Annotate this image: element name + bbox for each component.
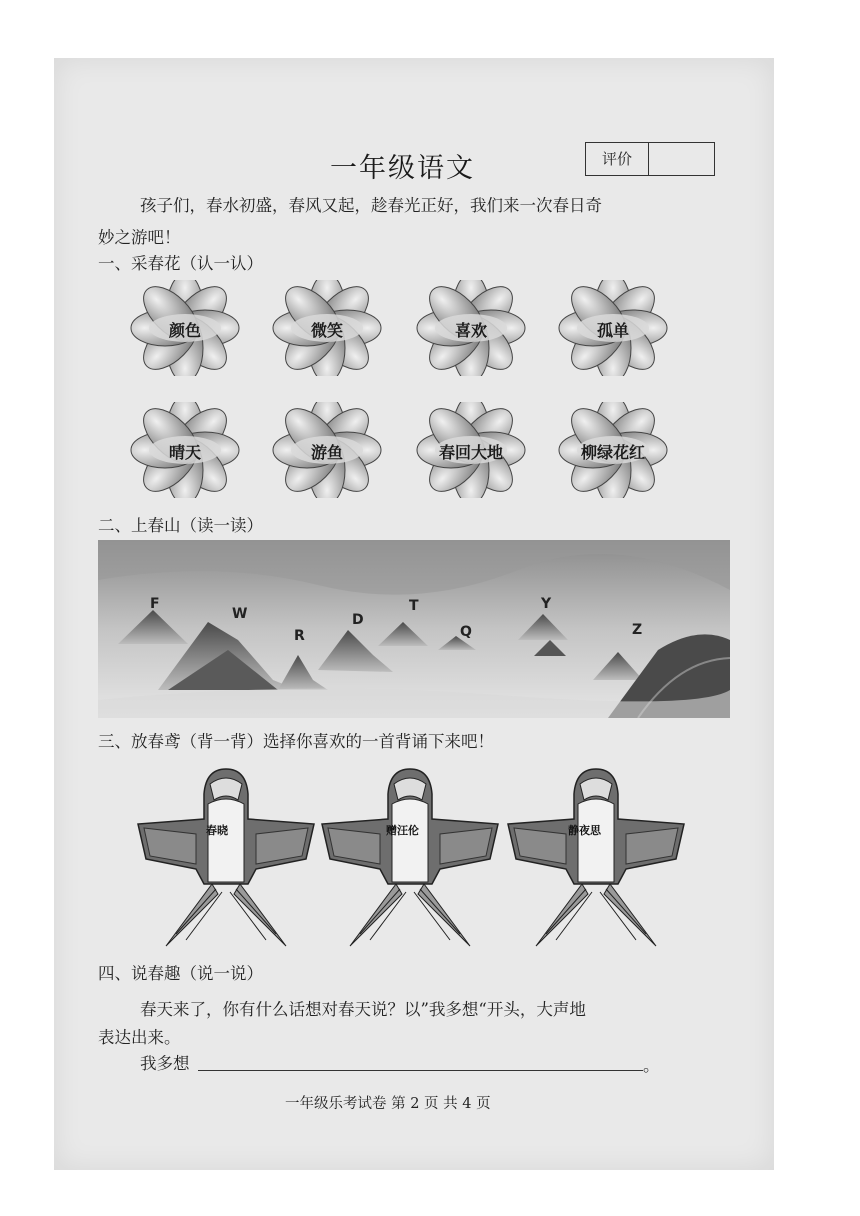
flower-card xyxy=(406,402,536,498)
evaluation-blank[interactable] xyxy=(649,143,714,175)
flower-word: 晴天 xyxy=(168,443,201,462)
kite xyxy=(320,764,500,953)
evaluation-box xyxy=(585,142,715,176)
flower-card xyxy=(548,402,678,498)
flower-card xyxy=(262,402,392,498)
flower-word: 春回大地 xyxy=(438,443,503,462)
mountain-picture xyxy=(98,540,730,718)
mountain-letter: Q xyxy=(460,624,472,640)
mountain-letter: F xyxy=(150,596,160,612)
flower-word: 颜色 xyxy=(168,321,201,340)
intro-line-1: 孩子们，春水初盛，春风又起，趁春光正好，我们来一次春日奇 xyxy=(140,196,602,215)
answer-prompt: 我多想 xyxy=(140,1054,190,1073)
kite-poem-title: 赠汪伦 xyxy=(386,824,419,837)
answer-end-mark: 。 xyxy=(643,1056,660,1075)
page-title: 一年级语文 xyxy=(330,153,475,184)
flower-card xyxy=(120,402,250,498)
kite xyxy=(506,764,686,953)
swallow-kite-icon xyxy=(136,764,316,949)
section-1-heading: 一、采春花（认一认） xyxy=(98,254,263,273)
evaluation-label: 评价 xyxy=(586,143,649,175)
page-footer: 一年级乐考试卷 第 2 页 共 4 页 xyxy=(285,1096,491,1112)
intro-line-2: 妙之游吧！ xyxy=(98,228,181,247)
mountain-letter: T xyxy=(409,598,419,614)
mountain-letter: D xyxy=(352,612,364,628)
flower-word: 喜欢 xyxy=(454,321,487,340)
swallow-kite-icon xyxy=(506,764,686,949)
kite-poem-title: 静夜思 xyxy=(568,824,601,837)
mountain-letter: R xyxy=(294,628,305,644)
kite xyxy=(136,764,316,953)
flower-word: 游鱼 xyxy=(310,443,343,462)
mountain-letter: Y xyxy=(541,596,552,612)
flower-card xyxy=(262,280,392,376)
mountain-letter: Z xyxy=(632,622,643,638)
swallow-kite-icon xyxy=(320,764,500,949)
flower-card xyxy=(406,280,536,376)
flower-word: 微笑 xyxy=(310,321,343,340)
answer-line[interactable] xyxy=(198,1070,643,1071)
mountain-letter: W xyxy=(232,606,248,622)
flower-word: 孤单 xyxy=(596,321,629,340)
section-3-heading: 三、放春鸢（背一背）选择你喜欢的一首背诵下来吧！ xyxy=(98,732,494,751)
flower-card xyxy=(120,280,250,376)
flower-card xyxy=(548,280,678,376)
section-4-question-line-1: 春天来了，你有什么话想对春天说？以”我多想“开头，大声地 xyxy=(140,1000,586,1019)
kite-poem-title: 春晓 xyxy=(206,824,228,837)
flower-word: 柳绿花红 xyxy=(580,443,645,462)
section-4-heading: 四、说春趣（说一说） xyxy=(98,964,263,983)
section-4-question-line-2: 表达出来。 xyxy=(98,1028,181,1047)
section-2-heading: 二、上春山（读一读） xyxy=(98,516,263,535)
